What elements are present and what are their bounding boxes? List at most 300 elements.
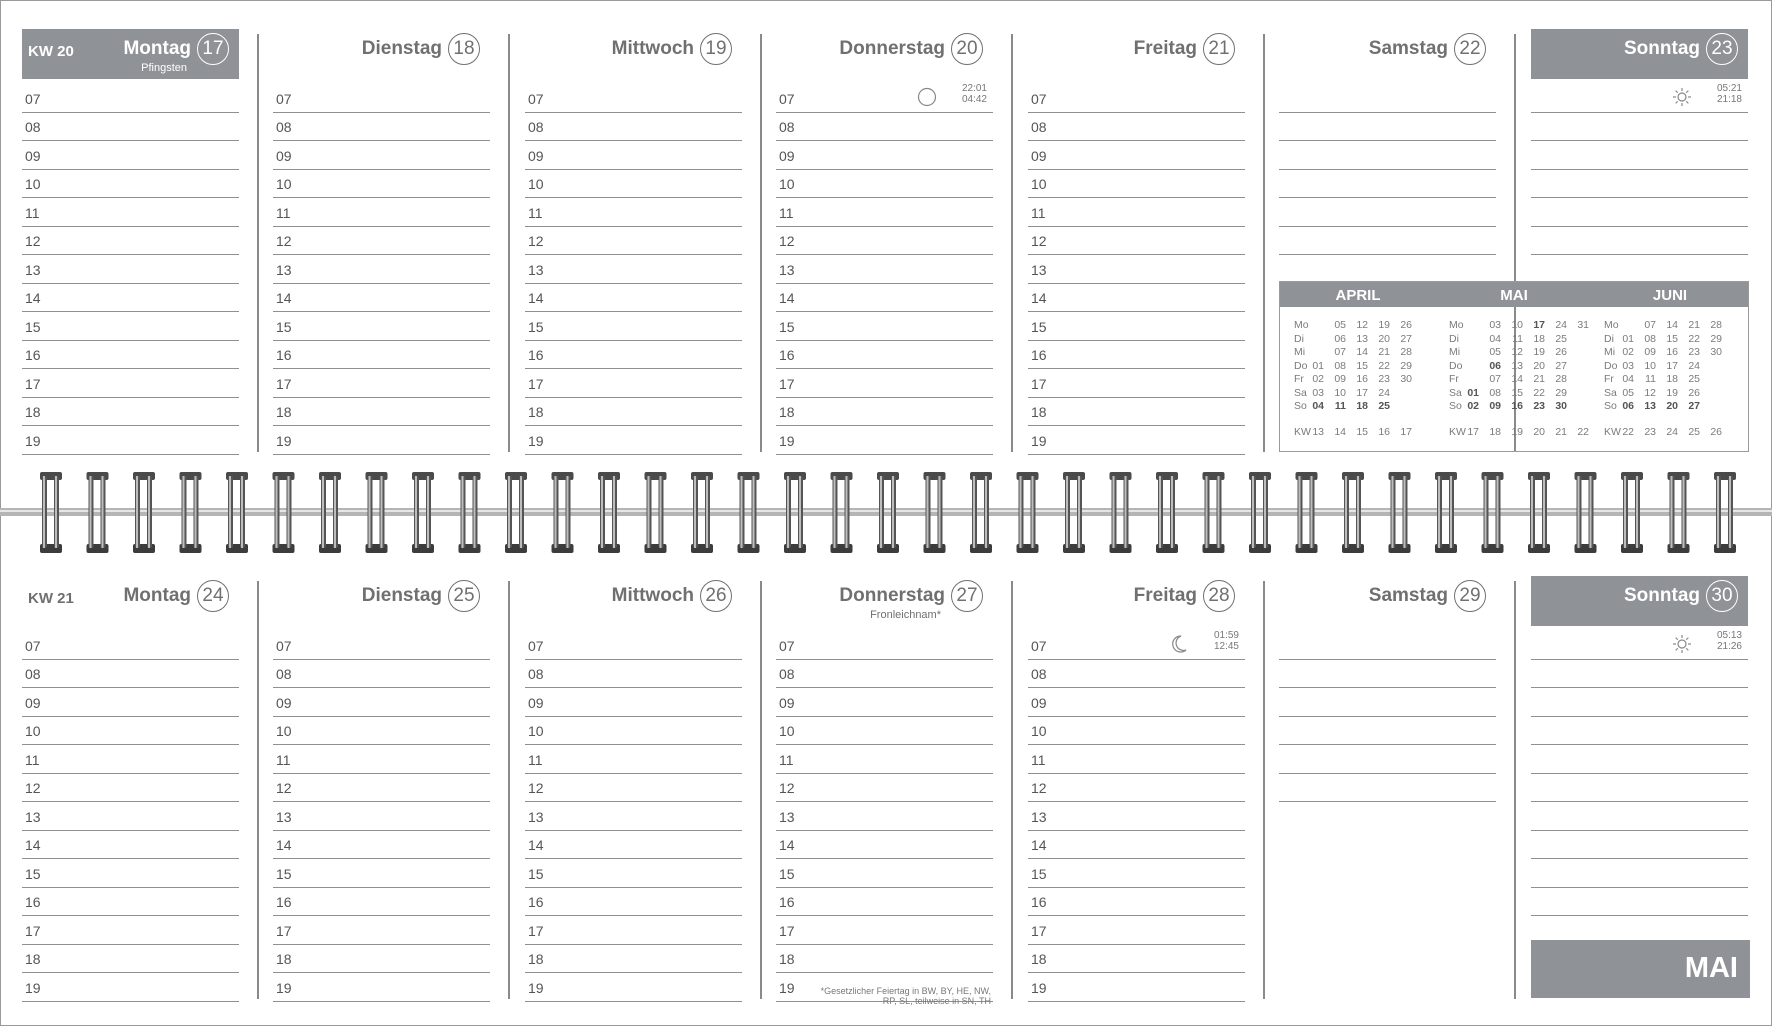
hour-label: 16 bbox=[779, 894, 795, 910]
hour-label: 12 bbox=[25, 780, 41, 796]
mini-calendar-day: 30 bbox=[1710, 346, 1722, 358]
hour-label: 13 bbox=[779, 808, 795, 825]
hour-slot[interactable] bbox=[22, 688, 239, 717]
hour-slot[interactable] bbox=[776, 113, 993, 142]
hour-slot[interactable] bbox=[525, 660, 742, 689]
hour-slot[interactable] bbox=[22, 369, 239, 398]
hour-slot[interactable] bbox=[273, 255, 490, 284]
mini-calendar-day: 24 bbox=[1688, 359, 1700, 372]
hour-slot[interactable] bbox=[525, 227, 742, 256]
day-column-montag bbox=[22, 576, 239, 1008]
mini-calendar-day: 21 bbox=[1533, 373, 1545, 385]
note-line[interactable] bbox=[1531, 774, 1748, 803]
hour-slot[interactable] bbox=[525, 688, 742, 717]
hour-slot[interactable] bbox=[525, 170, 742, 199]
mini-calendar-day: 05 bbox=[1622, 386, 1634, 399]
day-name: Mittwoch bbox=[611, 38, 694, 59]
hour-slot[interactable] bbox=[776, 802, 993, 831]
hour-slot[interactable] bbox=[776, 888, 993, 917]
note-line[interactable] bbox=[1531, 717, 1748, 746]
hour-slot[interactable] bbox=[525, 916, 742, 945]
hour-label: 11 bbox=[1031, 751, 1046, 768]
hour-label: 07 bbox=[528, 637, 544, 654]
hour-slot[interactable] bbox=[22, 774, 239, 803]
hour-label: 09 bbox=[276, 694, 292, 711]
hour-slot[interactable] bbox=[273, 688, 490, 717]
hour-slot[interactable] bbox=[273, 717, 490, 746]
hour-label: 12 bbox=[779, 780, 795, 796]
hour-label: 14 bbox=[528, 837, 544, 853]
holiday-footnote: *Gesetzlicher Feiertag in BW, BY, HE, NW, RP, SL, teilweise in SN, TH bbox=[820, 986, 991, 1006]
hour-slot[interactable] bbox=[22, 426, 239, 455]
hour-slot[interactable] bbox=[22, 84, 239, 113]
hour-slot[interactable] bbox=[776, 426, 993, 455]
day-name: Mittwoch bbox=[611, 585, 694, 606]
day-number-circle: 17 bbox=[197, 33, 229, 65]
hour-label: 11 bbox=[276, 204, 291, 221]
full-moon-icon bbox=[917, 87, 937, 107]
hour-slot[interactable] bbox=[273, 631, 490, 660]
hour-slot[interactable] bbox=[776, 398, 993, 427]
hour-slot[interactable] bbox=[776, 141, 993, 170]
hour-label: 13 bbox=[528, 808, 544, 825]
mini-calendar-day: 06 bbox=[1489, 359, 1501, 372]
mini-calendar-day: 20 bbox=[1378, 332, 1390, 345]
hour-slot[interactable] bbox=[273, 312, 490, 341]
hour-slot[interactable] bbox=[776, 369, 993, 398]
hour-slot[interactable] bbox=[1028, 170, 1245, 199]
hour-label: 16 bbox=[1031, 894, 1047, 910]
mini-calendar-month-name: APRIL bbox=[1335, 287, 1381, 304]
mini-calendar-day: 19 bbox=[1533, 346, 1545, 358]
hour-slot[interactable] bbox=[273, 973, 490, 1002]
mini-calendar-kw-row bbox=[1294, 426, 1446, 440]
column-divider bbox=[1263, 34, 1265, 452]
mini-calendar-day: 26 bbox=[1688, 386, 1700, 399]
day-number-circle: 18 bbox=[448, 33, 480, 65]
note-line[interactable] bbox=[1531, 198, 1748, 227]
day-name: Freitag bbox=[1133, 38, 1197, 59]
hour-slot[interactable] bbox=[1028, 973, 1245, 1002]
hour-slot[interactable] bbox=[1028, 660, 1245, 689]
hour-slot[interactable] bbox=[776, 341, 993, 370]
binding-bar-highlight bbox=[0, 510, 1772, 512]
hour-label: 19 bbox=[528, 979, 544, 996]
hour-slot[interactable] bbox=[525, 717, 742, 746]
hour-slot[interactable] bbox=[273, 170, 490, 199]
hour-slot[interactable] bbox=[22, 945, 239, 974]
hour-slot[interactable] bbox=[776, 170, 993, 199]
hour-slot[interactable] bbox=[776, 945, 993, 974]
day-column-freitag bbox=[1028, 576, 1245, 1008]
mini-calendar-day: 22 bbox=[1688, 332, 1700, 345]
hour-slot[interactable] bbox=[273, 426, 490, 455]
hour-slot[interactable] bbox=[22, 802, 239, 831]
note-line[interactable] bbox=[1279, 774, 1496, 803]
hour-slot[interactable] bbox=[273, 84, 490, 113]
weekday-label: Do bbox=[1449, 359, 1463, 372]
hour-slot[interactable] bbox=[1028, 717, 1245, 746]
weekday-label: Mo bbox=[1294, 319, 1309, 331]
hour-label: 10 bbox=[779, 723, 795, 739]
hour-slot[interactable] bbox=[273, 859, 490, 888]
mini-calendar-day: 28 bbox=[1555, 373, 1567, 385]
day-number-circle: 25 bbox=[448, 580, 480, 612]
hour-label: 13 bbox=[276, 808, 292, 825]
hour-slot[interactable] bbox=[1028, 227, 1245, 256]
hour-label: 07 bbox=[276, 90, 292, 107]
day-header bbox=[1028, 29, 1245, 79]
mini-calendar-kw: 25 bbox=[1688, 426, 1700, 438]
mini-calendar-day: 08 bbox=[1644, 332, 1656, 345]
hour-label: 16 bbox=[276, 347, 292, 363]
hour-slot[interactable] bbox=[776, 688, 993, 717]
hour-label: 14 bbox=[25, 837, 41, 853]
hour-label: 19 bbox=[25, 432, 41, 449]
mini-calendar-row bbox=[1449, 400, 1601, 414]
hour-slot[interactable] bbox=[525, 802, 742, 831]
hour-slot[interactable] bbox=[1028, 341, 1245, 370]
hour-label: 08 bbox=[528, 119, 544, 135]
weekday-label: Fr bbox=[1449, 373, 1459, 385]
hour-label: 11 bbox=[779, 751, 794, 768]
hour-slot[interactable] bbox=[1028, 916, 1245, 945]
hour-label: 19 bbox=[276, 432, 292, 449]
hour-slot[interactable] bbox=[1028, 255, 1245, 284]
note-line[interactable] bbox=[1531, 170, 1748, 199]
note-line[interactable] bbox=[1279, 688, 1496, 717]
mini-calendar-day: 07 bbox=[1489, 373, 1501, 385]
hour-slot[interactable] bbox=[22, 284, 239, 313]
column-divider bbox=[1011, 34, 1013, 452]
hour-slot[interactable] bbox=[273, 802, 490, 831]
hour-slot[interactable] bbox=[22, 227, 239, 256]
mini-calendar-day: 09 bbox=[1334, 373, 1346, 385]
hour-slot[interactable] bbox=[273, 745, 490, 774]
hour-slot[interactable] bbox=[273, 660, 490, 689]
hour-slot[interactable] bbox=[22, 398, 239, 427]
column-divider bbox=[1263, 581, 1265, 999]
mini-calendar-day: 12 bbox=[1356, 319, 1368, 331]
note-line[interactable] bbox=[1531, 888, 1748, 917]
hour-slot[interactable] bbox=[22, 312, 239, 341]
hour-slot[interactable] bbox=[525, 141, 742, 170]
hour-label: 17 bbox=[528, 922, 544, 939]
mini-calendar-kw: 24 bbox=[1666, 426, 1678, 438]
hour-slot[interactable] bbox=[776, 916, 993, 945]
note-line[interactable] bbox=[1531, 745, 1748, 774]
mini-calendar-row bbox=[1449, 346, 1601, 360]
hour-slot[interactable] bbox=[776, 660, 993, 689]
day-name: Montag bbox=[123, 38, 191, 59]
hour-label: 10 bbox=[25, 176, 41, 192]
note-line[interactable] bbox=[1279, 84, 1496, 113]
hour-slot[interactable] bbox=[525, 113, 742, 142]
hour-label: 14 bbox=[779, 837, 795, 853]
hour-slot[interactable] bbox=[1028, 198, 1245, 227]
mini-calendar-day: 25 bbox=[1688, 373, 1700, 385]
hour-slot[interactable] bbox=[776, 284, 993, 313]
hour-label: 07 bbox=[1031, 90, 1047, 107]
hour-slot[interactable] bbox=[22, 745, 239, 774]
hour-slot[interactable] bbox=[1028, 398, 1245, 427]
hour-slot[interactable] bbox=[776, 631, 993, 660]
hour-slot[interactable] bbox=[1028, 831, 1245, 860]
hour-slot[interactable] bbox=[22, 831, 239, 860]
weekday-label: Do bbox=[1294, 359, 1308, 372]
mini-calendar-day: 12 bbox=[1644, 386, 1656, 399]
hour-slot[interactable] bbox=[22, 113, 239, 142]
hour-slot[interactable] bbox=[1028, 945, 1245, 974]
hour-label: 14 bbox=[528, 290, 544, 306]
hour-slot[interactable] bbox=[22, 198, 239, 227]
mini-calendar-kw: 18 bbox=[1489, 426, 1501, 438]
hour-slot[interactable] bbox=[273, 227, 490, 256]
weekday-label: Di bbox=[1604, 332, 1614, 345]
weekday-label: Sa bbox=[1294, 386, 1307, 399]
hour-label: 08 bbox=[25, 119, 41, 135]
hour-slot[interactable] bbox=[1028, 426, 1245, 455]
hour-slot[interactable] bbox=[273, 774, 490, 803]
hour-label: 08 bbox=[779, 119, 795, 135]
hour-slot[interactable] bbox=[776, 198, 993, 227]
hour-label: 08 bbox=[1031, 119, 1047, 135]
mini-calendar-day: 14 bbox=[1511, 373, 1523, 385]
mini-calendar-day: 06 bbox=[1622, 400, 1634, 412]
hour-label: 15 bbox=[276, 318, 292, 335]
hour-slot[interactable] bbox=[273, 916, 490, 945]
column-divider bbox=[257, 34, 259, 452]
hour-slot[interactable] bbox=[525, 973, 742, 1002]
kw-label: KW bbox=[1294, 426, 1311, 438]
hour-label: 11 bbox=[779, 204, 794, 221]
hour-slot[interactable] bbox=[22, 255, 239, 284]
hour-slot[interactable] bbox=[525, 398, 742, 427]
hour-slot[interactable] bbox=[1028, 284, 1245, 313]
hour-slot[interactable] bbox=[1028, 84, 1245, 113]
note-line[interactable] bbox=[1279, 113, 1496, 142]
hour-slot[interactable] bbox=[776, 774, 993, 803]
day-column-mittwoch bbox=[525, 29, 742, 461]
hour-slot[interactable] bbox=[1028, 859, 1245, 888]
hour-slot[interactable] bbox=[1028, 745, 1245, 774]
mini-calendar-kw: 19 bbox=[1511, 426, 1523, 438]
hour-slot[interactable] bbox=[22, 717, 239, 746]
mini-calendar-kw: 23 bbox=[1644, 426, 1656, 438]
hour-slot[interactable] bbox=[1028, 141, 1245, 170]
mini-calendar-day: 04 bbox=[1489, 332, 1501, 345]
mini-calendar-day: 15 bbox=[1666, 332, 1678, 345]
hour-slot[interactable] bbox=[1028, 888, 1245, 917]
column-divider bbox=[508, 581, 510, 999]
hour-label: 12 bbox=[276, 233, 292, 249]
hour-slot[interactable] bbox=[776, 255, 993, 284]
hour-slot[interactable] bbox=[776, 745, 993, 774]
day-name: Donnerstag bbox=[839, 38, 945, 59]
hour-label: 12 bbox=[528, 233, 544, 249]
note-line[interactable] bbox=[1531, 831, 1748, 860]
hour-label: 08 bbox=[25, 666, 41, 682]
mini-calendar-day: 29 bbox=[1400, 359, 1412, 372]
astro-time-1: 22:01 bbox=[961, 83, 987, 94]
hour-slot[interactable] bbox=[525, 341, 742, 370]
day-number-circle: 22 bbox=[1454, 33, 1486, 65]
mini-calendar-kw: 26 bbox=[1710, 426, 1722, 438]
hour-slot[interactable] bbox=[22, 341, 239, 370]
mini-calendar-day: 09 bbox=[1489, 400, 1501, 412]
hour-slot[interactable] bbox=[22, 916, 239, 945]
note-line[interactable] bbox=[1531, 802, 1748, 831]
weekday-label: Sa bbox=[1449, 386, 1462, 399]
note-line[interactable] bbox=[1531, 660, 1748, 689]
hour-slot[interactable] bbox=[22, 660, 239, 689]
hour-label: 07 bbox=[779, 90, 795, 107]
hour-slot[interactable] bbox=[22, 170, 239, 199]
hour-slot[interactable] bbox=[22, 973, 239, 1002]
mini-calendar-day: 21 bbox=[1688, 319, 1700, 331]
mini-calendar-day: 26 bbox=[1555, 346, 1567, 358]
hour-slot[interactable] bbox=[525, 312, 742, 341]
note-line[interactable] bbox=[1279, 170, 1496, 199]
hour-slot[interactable] bbox=[273, 198, 490, 227]
note-line[interactable] bbox=[1279, 227, 1496, 256]
hour-label: 15 bbox=[528, 865, 544, 882]
hour-label: 14 bbox=[1031, 290, 1047, 306]
hour-slot[interactable] bbox=[1028, 312, 1245, 341]
hour-slot[interactable] bbox=[525, 745, 742, 774]
mini-calendar-day: 13 bbox=[1511, 359, 1523, 372]
note-line[interactable] bbox=[1531, 859, 1748, 888]
mini-calendar-kw: 15 bbox=[1356, 426, 1368, 438]
mini-calendar-row bbox=[1604, 333, 1756, 347]
note-line[interactable] bbox=[1531, 141, 1748, 170]
hour-slot[interactable] bbox=[776, 227, 993, 256]
hour-slot[interactable] bbox=[1028, 113, 1245, 142]
hour-label: 19 bbox=[528, 432, 544, 449]
day-name: Montag bbox=[123, 585, 191, 606]
hour-slot[interactable] bbox=[22, 859, 239, 888]
hour-label: 18 bbox=[1031, 404, 1047, 420]
hour-slot[interactable] bbox=[776, 312, 993, 341]
hour-slot[interactable] bbox=[776, 717, 993, 746]
hour-label: 18 bbox=[779, 951, 795, 967]
mini-calendar-day: 24 bbox=[1378, 386, 1390, 399]
day-header bbox=[22, 576, 239, 626]
hour-slot[interactable] bbox=[1028, 688, 1245, 717]
hour-label: 18 bbox=[276, 404, 292, 420]
hour-label: 19 bbox=[779, 432, 795, 449]
mini-calendar-day: 10 bbox=[1644, 359, 1656, 372]
mini-calendar-kw: 22 bbox=[1622, 426, 1634, 438]
hour-slot[interactable] bbox=[273, 141, 490, 170]
day-number-circle: 30 bbox=[1706, 580, 1738, 612]
hour-label: 11 bbox=[25, 751, 40, 768]
mini-calendar-day: 07 bbox=[1334, 346, 1346, 358]
note-line[interactable] bbox=[1279, 745, 1496, 774]
hour-label: 15 bbox=[276, 865, 292, 882]
hour-slot[interactable] bbox=[273, 831, 490, 860]
column-divider bbox=[1011, 581, 1013, 999]
hour-slot[interactable] bbox=[525, 426, 742, 455]
hour-slot[interactable] bbox=[525, 831, 742, 860]
hour-label: 10 bbox=[528, 176, 544, 192]
hour-slot[interactable] bbox=[1028, 774, 1245, 803]
mini-calendar-day: 16 bbox=[1666, 346, 1678, 358]
day-name: Samstag bbox=[1368, 585, 1448, 606]
hour-slot[interactable] bbox=[525, 859, 742, 888]
hour-slot[interactable] bbox=[525, 888, 742, 917]
hour-slot[interactable] bbox=[525, 945, 742, 974]
day-column-dienstag bbox=[273, 576, 490, 1008]
day-header bbox=[1028, 576, 1245, 626]
mini-calendar-row bbox=[1449, 333, 1601, 347]
hour-slot[interactable] bbox=[273, 398, 490, 427]
column-divider bbox=[257, 581, 259, 999]
note-line[interactable] bbox=[1279, 198, 1496, 227]
hour-slot[interactable] bbox=[525, 774, 742, 803]
note-line[interactable] bbox=[1531, 688, 1748, 717]
hour-slot[interactable] bbox=[1028, 369, 1245, 398]
hour-label: 18 bbox=[276, 951, 292, 967]
hour-slot[interactable] bbox=[525, 631, 742, 660]
note-line[interactable] bbox=[1279, 141, 1496, 170]
mini-calendar-row bbox=[1294, 333, 1446, 347]
note-line[interactable] bbox=[1531, 113, 1748, 142]
hour-slot[interactable] bbox=[525, 198, 742, 227]
hour-label: 15 bbox=[25, 318, 41, 335]
mini-calendar-day: 03 bbox=[1622, 359, 1634, 372]
holiday-label: Fronleichnam* bbox=[870, 609, 941, 621]
hour-slot[interactable] bbox=[273, 284, 490, 313]
hour-slot[interactable] bbox=[525, 284, 742, 313]
mini-calendar-day: 29 bbox=[1710, 332, 1722, 345]
hour-slot[interactable] bbox=[776, 831, 993, 860]
mini-calendar-kw: 22 bbox=[1577, 426, 1589, 438]
day-column-montag bbox=[22, 29, 239, 461]
hour-slot[interactable] bbox=[1028, 802, 1245, 831]
mini-calendar-day: 31 bbox=[1577, 319, 1589, 331]
day-number-circle: 27 bbox=[951, 580, 983, 612]
hour-slot[interactable] bbox=[273, 113, 490, 142]
hour-slot[interactable] bbox=[22, 888, 239, 917]
note-line[interactable] bbox=[1279, 660, 1496, 689]
hour-slot[interactable] bbox=[776, 859, 993, 888]
mini-calendar-day: 01 bbox=[1467, 386, 1479, 399]
hour-slot[interactable] bbox=[273, 945, 490, 974]
astro-time-1: 05:21 bbox=[1716, 83, 1742, 94]
hour-label: 09 bbox=[779, 694, 795, 711]
hour-slot[interactable] bbox=[525, 369, 742, 398]
weekday-label: Sa bbox=[1604, 386, 1617, 399]
hour-slot[interactable] bbox=[525, 255, 742, 284]
note-line[interactable] bbox=[1279, 717, 1496, 746]
hour-slot[interactable] bbox=[273, 888, 490, 917]
hour-slot[interactable] bbox=[22, 631, 239, 660]
note-line[interactable] bbox=[1279, 631, 1496, 660]
day-header bbox=[273, 576, 490, 626]
mini-calendar-day: 06 bbox=[1334, 332, 1346, 345]
hour-slot[interactable] bbox=[22, 141, 239, 170]
hour-label: 09 bbox=[276, 147, 292, 164]
mini-calendar-day: 20 bbox=[1666, 400, 1678, 412]
hour-slot[interactable] bbox=[273, 369, 490, 398]
note-line[interactable] bbox=[1531, 227, 1748, 256]
hour-slot[interactable] bbox=[525, 84, 742, 113]
hour-slot[interactable] bbox=[273, 341, 490, 370]
crescent-moon-icon bbox=[1169, 634, 1189, 654]
hour-label: 12 bbox=[779, 233, 795, 249]
day-header bbox=[776, 576, 993, 626]
